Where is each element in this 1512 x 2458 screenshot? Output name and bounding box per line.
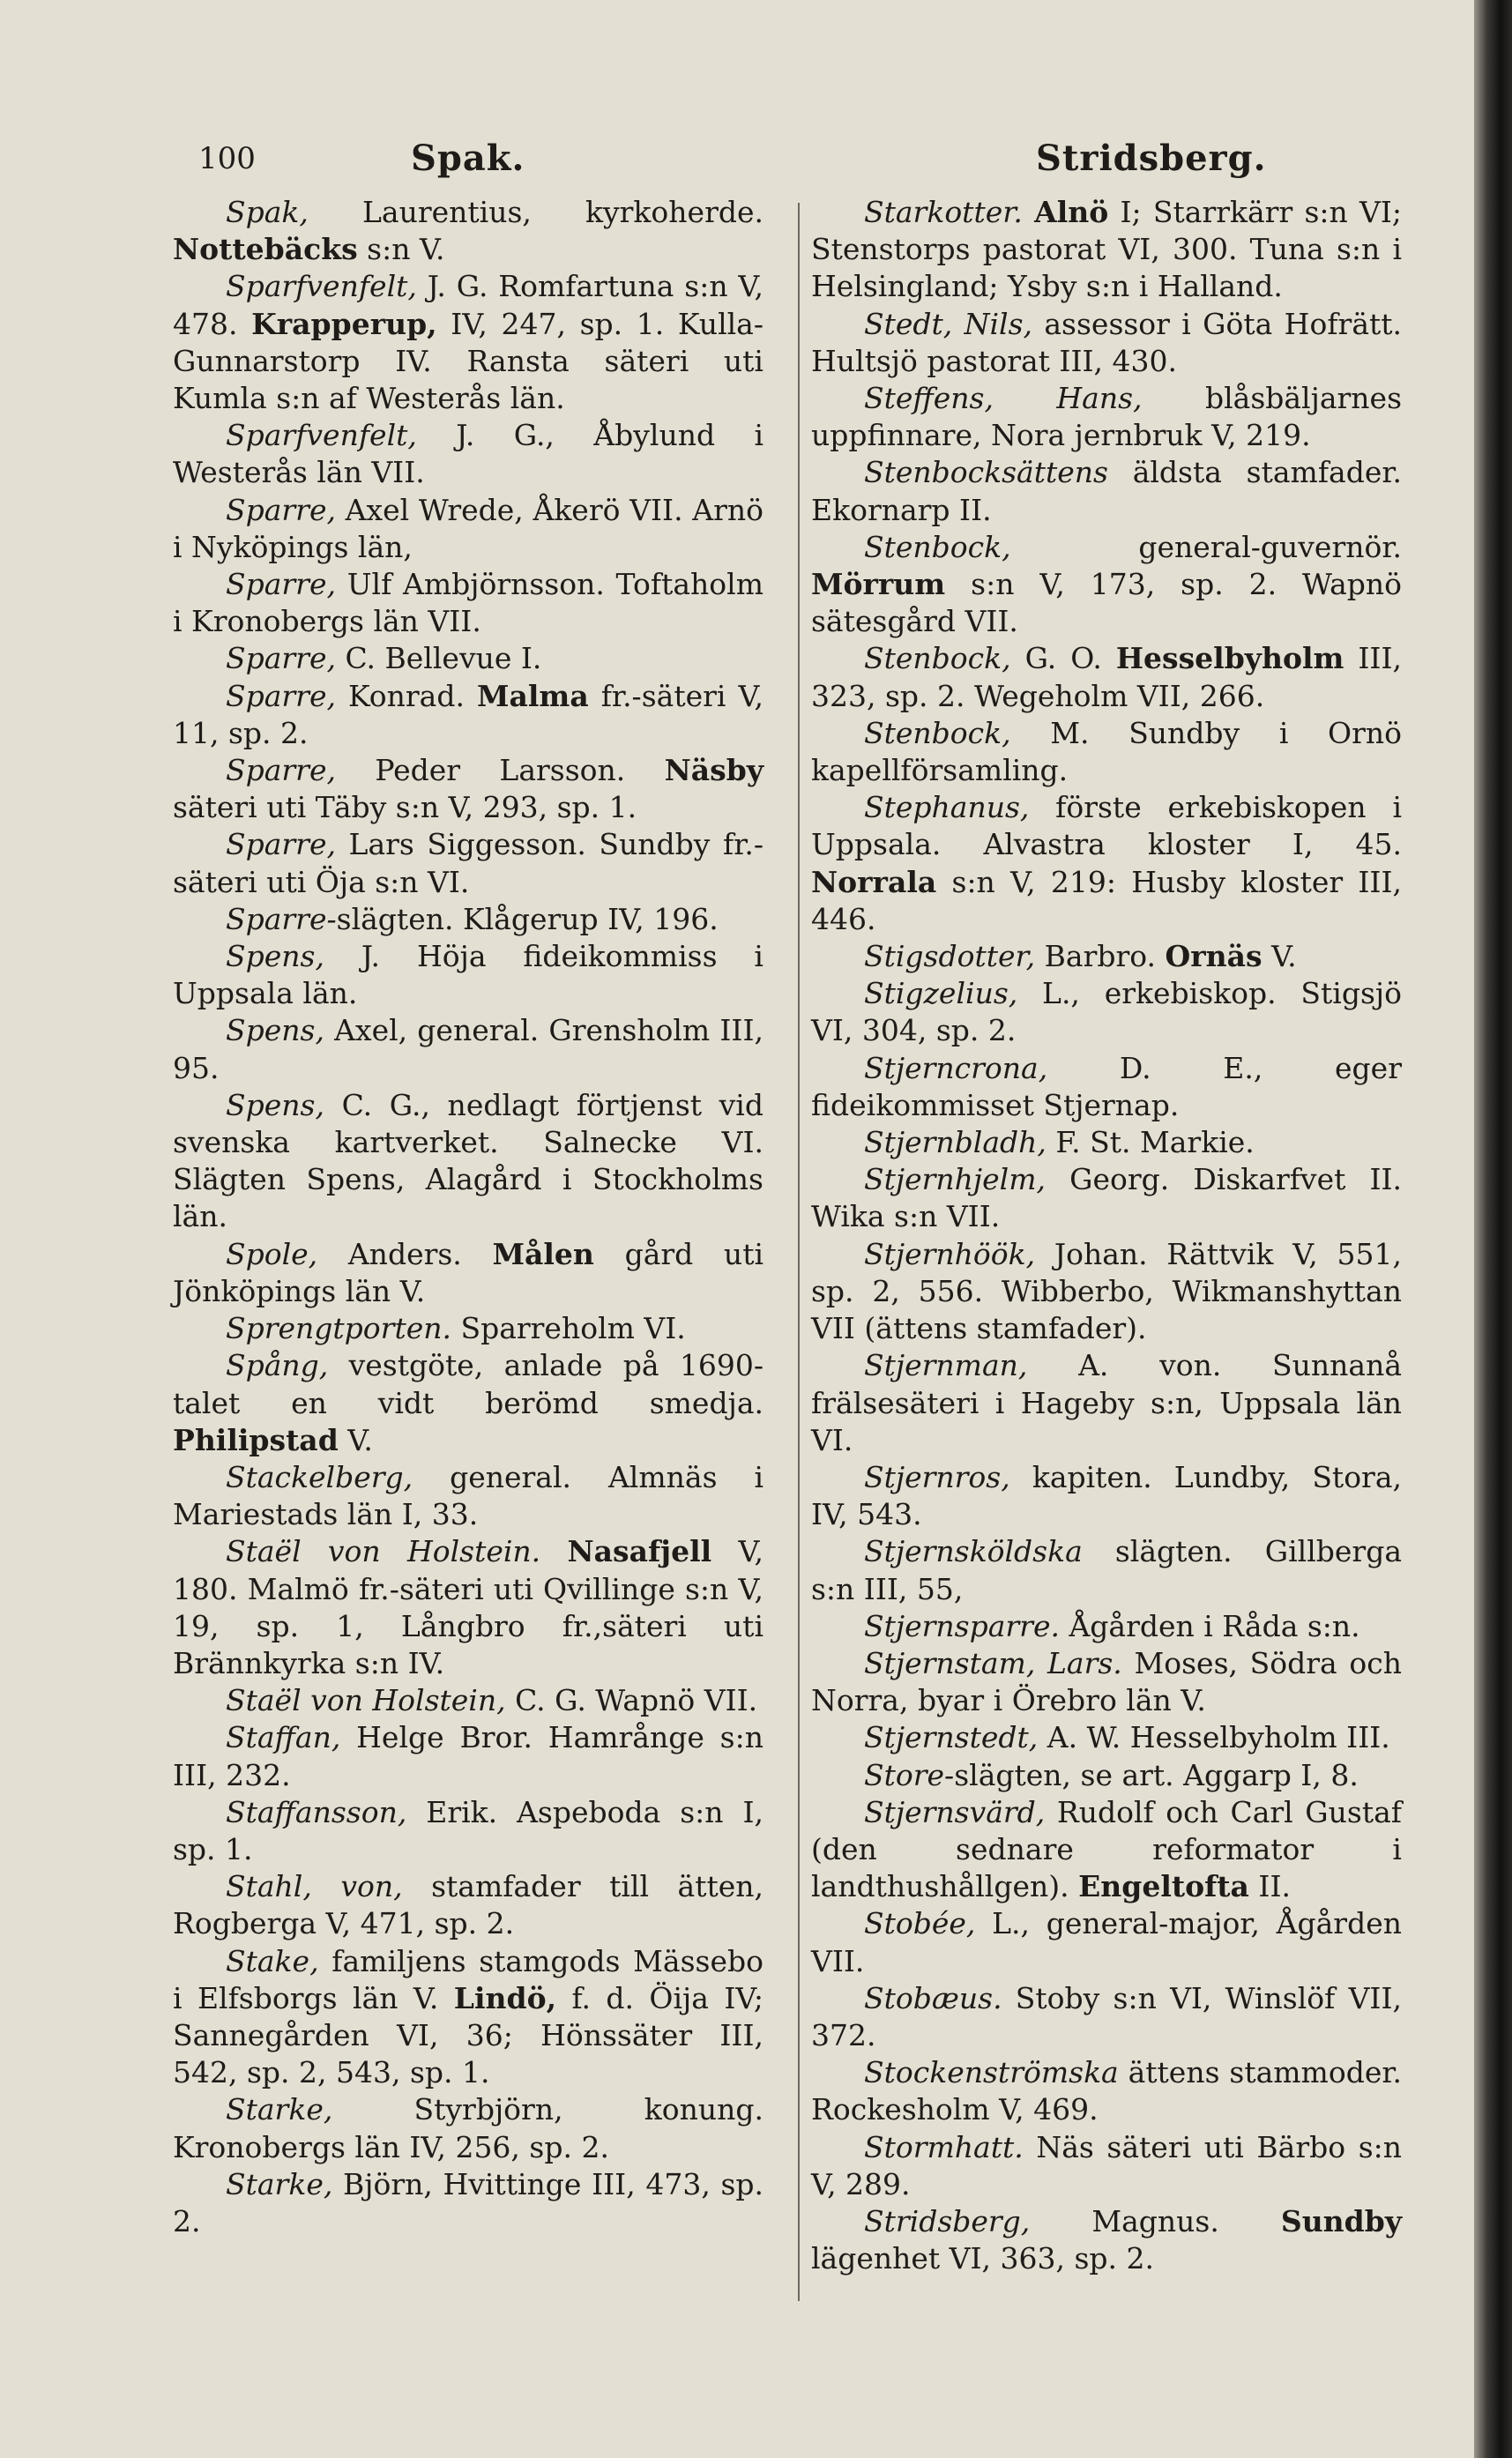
entry-name: Spens, xyxy=(226,939,324,974)
index-entry xyxy=(173,1943,763,2092)
entry-tail: V, 180. Malmö fr.-säteri uti Qvillinge s:n V, 19, sp. 1, Långbro fr.,säteri uti Brännkyrka s:n IV. xyxy=(173,1534,763,1680)
entry-text: J. G. Romfartuna s:n V, 478. xyxy=(173,269,763,341)
entry-name: Spak, xyxy=(226,195,309,229)
entry-name: Sparre, xyxy=(226,492,336,527)
entry-name: Stenbock, xyxy=(864,641,1011,676)
entry-text xyxy=(1023,195,1034,229)
index-entry xyxy=(173,566,763,640)
right-column xyxy=(811,194,1402,2277)
index-entry xyxy=(173,1310,763,1347)
entry-text: Ågården i Råda s:n. xyxy=(1059,1608,1360,1643)
entry-text: slägten. Gillberga s:n III, 55, xyxy=(811,1534,1402,1606)
index-entry xyxy=(811,1161,1402,1235)
index-entry xyxy=(811,1794,1402,1906)
page-edge xyxy=(1474,0,1512,2458)
entry-text: J. Höja fideikommiss i Uppsala län. xyxy=(173,939,763,1011)
index-entry xyxy=(811,454,1402,528)
index-entry xyxy=(173,826,763,900)
entry-tail: fr.-säteri V, 11, sp. 2. xyxy=(173,678,763,750)
index-entry xyxy=(811,194,1402,306)
entry-text: Konrad. xyxy=(335,678,477,713)
entry-name: Stjerncrona, xyxy=(864,1050,1048,1085)
entry-text: Helge Bror. Hamrånge s:n III, 232. xyxy=(173,1720,763,1792)
index-entry xyxy=(173,938,763,1012)
index-entry xyxy=(811,1459,1402,1533)
index-entry xyxy=(811,1719,1402,1756)
entry-name: Sprengtporten. xyxy=(226,1311,451,1346)
index-entry xyxy=(811,2203,1402,2277)
entry-place: Philipstad xyxy=(173,1422,339,1457)
entry-text: A. von. Sunnanå frälsesäteri i Hageby s:n, Uppsala län VI. xyxy=(811,1348,1402,1457)
entry-text: Näs säteri uti Bärbo s:n V, 289. xyxy=(811,2129,1402,2201)
index-entry xyxy=(811,2129,1402,2203)
entry-name: Sparre, xyxy=(226,678,336,713)
entry-place: Näsby xyxy=(664,753,763,788)
index-entry xyxy=(173,2166,763,2240)
entry-place: Nasafjell xyxy=(567,1534,712,1569)
entry-text: familjens stamgods Mässebo i Elfsborgs län V. xyxy=(173,1943,763,2015)
entry-place: Malma xyxy=(476,678,589,713)
entry-name: Stjernsparre. xyxy=(864,1608,1060,1643)
entry-name: Starke, xyxy=(226,2092,333,2127)
entry-place: Lindö, xyxy=(453,1980,557,2015)
entry-name: Stephanus, xyxy=(864,790,1030,825)
index-entry xyxy=(173,1012,763,1086)
index-entry xyxy=(173,1682,763,1719)
index-entry xyxy=(811,715,1402,789)
entry-name: Spole, xyxy=(226,1236,318,1271)
index-entry xyxy=(811,1608,1402,1645)
entry-text: Moses, Södra och Norra, byar i Örebro län V. xyxy=(811,1645,1402,1718)
entry-text: stamfader till ätten, Rogberga V, 471, sp. 2. xyxy=(173,1869,763,1941)
entry-name: Stenbock, xyxy=(864,715,1011,750)
index-entry xyxy=(173,1719,763,1793)
index-entry xyxy=(173,1236,763,1310)
entry-tail: II. xyxy=(1248,1869,1291,1904)
entry-text: ättens stammoder. Rockesholm V, 469. xyxy=(811,2055,1402,2127)
entry-text: äldsta stamfader. Ekornarp II. xyxy=(811,455,1402,527)
entry-name: Starkotter. xyxy=(864,195,1023,229)
index-entry xyxy=(811,306,1402,380)
entry-name: Stedt, Nils, xyxy=(864,306,1033,341)
entry-tail: IV, 247, sp. 1. Kulla-Gunnarstorp IV. Ransta säteri uti Kumla s:n af Westerås län. xyxy=(173,306,763,416)
entry-tail: V. xyxy=(338,1422,373,1457)
index-entry xyxy=(811,938,1402,975)
entry-name: Stobæus. xyxy=(864,1980,1002,2015)
entry-text: Stoby s:n VI, Winslöf VII, 372. xyxy=(811,1980,1402,2052)
index-entry xyxy=(173,1794,763,1868)
entry-text: Erik. Aspeboda s:n I, sp. 1. xyxy=(173,1794,763,1866)
index-entry xyxy=(811,789,1402,938)
index-entry xyxy=(811,1050,1402,1124)
entry-place: Ornäs xyxy=(1165,939,1262,974)
entry-text: Björn, Hvittinge III, 473, sp. 2. xyxy=(173,2166,763,2238)
entry-text: general-guvernör. xyxy=(1010,529,1402,564)
index-entry xyxy=(173,1087,763,1236)
entry-name: Steffens, Hans, xyxy=(864,381,1143,416)
entry-tail: s:n V, 173, sp. 2. Wapnö sätesgård VII. xyxy=(811,567,1402,639)
entry-name: Stjernstedt, xyxy=(864,1720,1039,1755)
entry-name: Spens, xyxy=(226,1087,324,1122)
entry-text: Sparreholm VI. xyxy=(451,1311,686,1346)
entry-text: L., general-major, Ågården VII. xyxy=(811,1906,1402,1978)
entry-tail: III, 323, sp. 2. Wegeholm VII, 266. xyxy=(811,641,1402,713)
entry-name: Sparfvenfelt, xyxy=(226,269,417,304)
entry-name: Stjernhöök, xyxy=(864,1236,1036,1271)
left-column xyxy=(173,194,763,2240)
index-entry xyxy=(173,1868,763,1942)
entry-name: Stenbock, xyxy=(864,529,1011,564)
entry-name: Spång, xyxy=(226,1348,329,1383)
entry-place: Norrala xyxy=(811,864,937,899)
entry-text: Ulf Ambjörnsson. Toftaholm i Kronobergs län VII. xyxy=(173,567,763,639)
index-entry xyxy=(173,901,763,938)
entry-name: Stackelberg, xyxy=(226,1459,413,1494)
entry-name: Stjernman, xyxy=(864,1348,1028,1383)
index-entry xyxy=(173,1347,763,1459)
left-running-head: Spak. xyxy=(411,138,525,179)
entry-tail: s:n V. xyxy=(357,232,445,267)
index-entry xyxy=(811,1124,1402,1161)
entry-name: Stormhatt. xyxy=(864,2129,1024,2164)
entry-name: Spens, xyxy=(226,1013,324,1048)
entry-place: Alnö xyxy=(1034,195,1109,229)
entry-tail: lägenhet VI, 363, sp. 2. xyxy=(811,2241,1155,2276)
entry-place: Engeltofta xyxy=(1078,1869,1249,1904)
entry-place: Sundby xyxy=(1280,2203,1402,2238)
right-running-head: Stridsberg. xyxy=(1036,138,1267,179)
entry-text: slägten. Klågerup IV, 196. xyxy=(336,901,719,936)
entry-name: Staël von Holstein, xyxy=(226,1683,506,1718)
entry-name: Staël von Holstein. xyxy=(226,1534,541,1569)
entry-name: Stjernhjelm, xyxy=(864,1162,1046,1197)
entry-text: Anders. xyxy=(317,1236,493,1271)
index-entry xyxy=(811,975,1402,1049)
entry-text: Peder Larsson. xyxy=(335,753,665,788)
entry-text: Georg. Diskarfvet II. Wika s:n VII. xyxy=(811,1162,1402,1234)
entry-text: J. G., Åbylund i Westerås län VII. xyxy=(173,418,763,490)
entry-name: Sparre, xyxy=(226,753,336,788)
entry-name: Stridsberg, xyxy=(864,2203,1031,2238)
index-entry xyxy=(173,1459,763,1533)
index-entry xyxy=(811,1980,1402,2054)
entry-text: blåsbäljarnes uppfinnare, Nora jernbruk V, 219. xyxy=(811,381,1403,453)
entry-text: M. Sundby i Ornö kapellförsamling. xyxy=(811,715,1402,788)
index-entry xyxy=(173,194,763,268)
entry-name: Stjernbladh, xyxy=(864,1125,1046,1160)
entry-text: Rudolf och Carl Gustaf (den sednare reformator i landthushållgen). xyxy=(811,1794,1402,1904)
entry-text: vestgöte, anlade på 1690-talet en vidt berömd smedja. xyxy=(173,1348,763,1420)
entry-text: Laurentius, kyrkoherde. xyxy=(308,195,763,229)
entry-place: Mörrum xyxy=(811,567,946,602)
index-entry xyxy=(811,1347,1402,1459)
entry-name: Stigzelius, xyxy=(864,976,1018,1011)
index-entry xyxy=(173,678,763,752)
entry-name: Staffansson, xyxy=(226,1794,407,1829)
index-entry xyxy=(173,640,763,677)
entry-place: Krapperup, xyxy=(251,306,437,341)
index-entry xyxy=(173,417,763,491)
entry-text: C. G., nedlagt förtjenst vid svenska kartverket. Salnecke VI. Slägten Spens, Alagård i Stockholms län. xyxy=(173,1087,763,1234)
entry-name: Sparfvenfelt, xyxy=(226,418,417,453)
entry-name: Stjernstam, Lars. xyxy=(864,1645,1122,1680)
entry-text: Magnus. xyxy=(1030,2203,1281,2238)
entry-text: C. Bellevue I. xyxy=(335,641,542,676)
entry-text: slägten, se art. Aggarp I, 8. xyxy=(954,1757,1359,1792)
entry-text xyxy=(540,1534,567,1568)
entry-text: Barbro. xyxy=(1035,939,1166,974)
entry-tail: f. d. Öija IV; Sannegården VI, 36; Hönssäter III, 542, sp. 2, 543, sp. 1. xyxy=(173,1980,764,2090)
entry-name: Stigsdotter, xyxy=(864,939,1036,974)
page-number: 100 xyxy=(198,141,256,176)
entry-text: Axel, general. Grensholm III, 95. xyxy=(173,1013,763,1085)
index-entry xyxy=(811,640,1402,714)
index-entry xyxy=(173,268,763,417)
index-entry xyxy=(811,1905,1402,1979)
entry-text: C. G. Wapnö VII. xyxy=(505,1683,758,1718)
entry-name: Sparre, xyxy=(226,641,336,676)
entry-name: Store- xyxy=(864,1757,955,1792)
entry-tail: I; Starrkärr s:n VI; Stenstorps pastorat VI, 300. Tuna s:n i Helsingland; Ysby s:n i Halland. xyxy=(811,195,1402,304)
entry-text: förste erkebiskopen i Uppsala. Alvastra kloster I, 45. xyxy=(811,790,1402,862)
entry-text: Styrbjörn, konung. Kronobergs län IV, 256, sp. 2. xyxy=(173,2092,763,2164)
entry-text: D. E., eger fideikommisset Stjernap. xyxy=(811,1050,1402,1122)
entry-text: Axel Wrede, Åkerö VII. Arnö i Nyköpings län, xyxy=(173,492,763,564)
index-entry xyxy=(811,380,1402,454)
entry-name: Stake, xyxy=(226,1943,319,1978)
index-entry xyxy=(811,1533,1402,1607)
index-entry xyxy=(173,752,763,826)
entry-text: A. W. Hesselbyholm III. xyxy=(1038,1720,1390,1755)
index-entry xyxy=(811,1645,1402,1719)
entry-text: G. O. xyxy=(1010,641,1116,676)
entry-name: Stjernsvärd, xyxy=(864,1794,1046,1829)
entry-name: Stockenströmska xyxy=(864,2055,1119,2090)
entry-text: kapiten. Lundby, Stora, IV, 543. xyxy=(811,1459,1402,1532)
entry-text: Lars Siggesson. Sundby fr.-säteri uti Öja s:n VI. xyxy=(173,827,763,899)
entry-name: Stenbocksättens xyxy=(864,455,1108,490)
entry-text: L., erkebiskop. Stigsjö VI, 304, sp. 2. xyxy=(811,976,1402,1048)
index-entry xyxy=(173,1533,763,1682)
entry-tail: s:n V, 219: Husby kloster III, 446. xyxy=(811,864,1402,936)
entry-tail: säteri uti Täby s:n V, 293, sp. 1. xyxy=(173,790,637,825)
index-entry xyxy=(173,492,763,566)
entry-name: Starke, xyxy=(226,2166,333,2201)
index-entry xyxy=(173,2091,763,2165)
entry-place: Målen xyxy=(492,1236,594,1271)
entry-place: Hesselbyholm xyxy=(1115,641,1344,676)
entry-text: general. Almnäs i Mariestads län I, 33. xyxy=(173,1459,763,1532)
entry-name: Stahl, von, xyxy=(226,1869,403,1904)
entry-text: Johan. Rättvik V, 551, sp. 2, 556. Wibberbo, Wikmanshyttan VII (ättens stamfader). xyxy=(811,1236,1402,1346)
entry-name: Stobée, xyxy=(864,1906,976,1941)
entry-tail: V. xyxy=(1262,939,1297,974)
entry-name: Staffan, xyxy=(226,1720,341,1755)
entry-name: Stjernsköldska xyxy=(864,1534,1083,1569)
index-entry xyxy=(811,1236,1402,1348)
entry-name: Stjernros, xyxy=(864,1459,1010,1494)
column-divider xyxy=(798,203,800,2301)
entry-tail: gård uti Jönköpings län V. xyxy=(173,1236,764,1308)
entry-name: Sparre, xyxy=(226,567,336,602)
index-entry xyxy=(811,2054,1402,2128)
entry-name: Sparre, xyxy=(226,827,336,862)
entry-text: F. St. Markie. xyxy=(1046,1125,1255,1160)
entry-text: assessor i Göta Hofrätt. Hultsjö pastorat III, 430. xyxy=(811,306,1403,378)
entry-place: Nottebäcks xyxy=(173,232,358,267)
index-entry xyxy=(811,1757,1402,1794)
index-entry xyxy=(811,529,1402,641)
entry-name: Sparre- xyxy=(226,901,337,936)
